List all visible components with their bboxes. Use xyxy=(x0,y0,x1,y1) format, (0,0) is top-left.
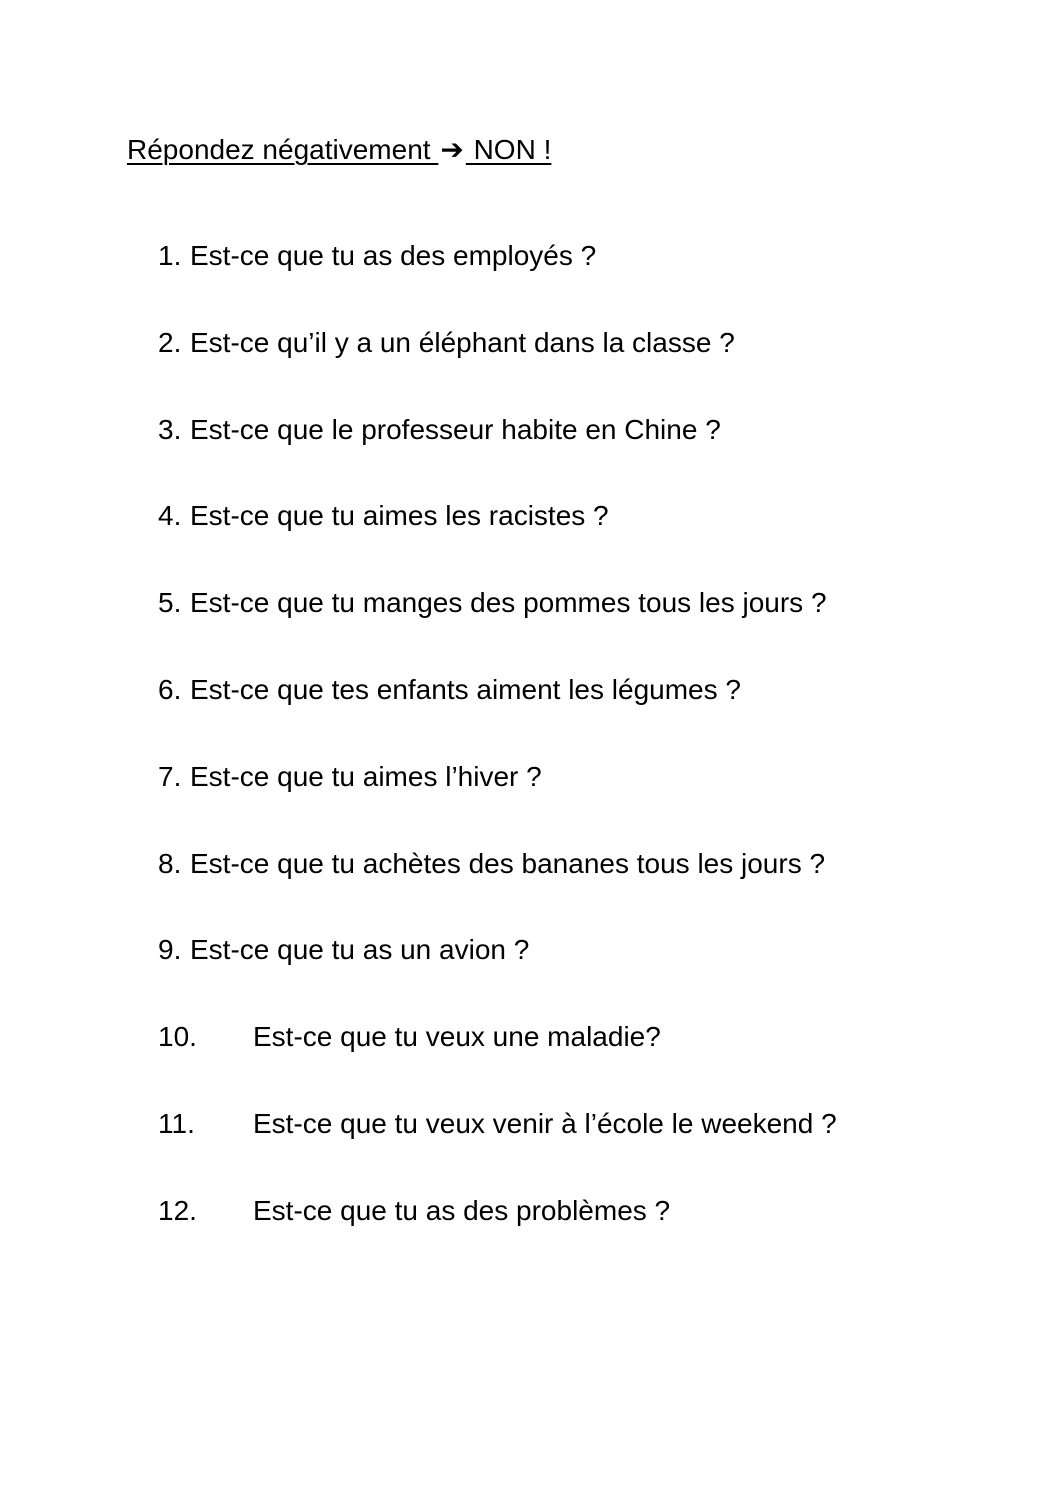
list-item xyxy=(158,323,837,410)
list-item xyxy=(158,496,837,583)
question-number: 8. xyxy=(158,847,182,879)
question-text: Est-ce que le professeur habite en Chine ? xyxy=(190,413,721,445)
question-text: Est-ce que tu veux une maladie? xyxy=(253,1021,661,1053)
question-text: Est-ce que tu aimes les racistes ? xyxy=(190,500,609,532)
question-number: 7. xyxy=(158,760,182,792)
question-text: Est-ce que tu achètes des bananes tous les jours ? xyxy=(190,847,826,879)
question-number: 11. xyxy=(158,1107,195,1139)
heading-answer: NON ! xyxy=(473,134,552,165)
question-text: Est-ce que tu as des employés ? xyxy=(190,240,597,271)
worksheet-heading xyxy=(127,130,551,170)
question-text: Est-ce que tu veux venir à l’école le weekend ? xyxy=(253,1107,837,1139)
list-item xyxy=(158,410,837,497)
question-number: 9. xyxy=(158,934,182,966)
question-text: Est-ce que tu as un avion ? xyxy=(190,934,530,966)
list-item xyxy=(158,1104,837,1191)
question-list xyxy=(158,236,837,1278)
list-item xyxy=(158,757,837,844)
question-text: Est-ce que tes enfants aiment les légumes ? xyxy=(190,673,741,705)
list-item xyxy=(158,236,837,323)
list-item xyxy=(158,670,837,757)
question-number: 4. xyxy=(158,500,182,532)
arrow-right-icon: ➔ xyxy=(440,134,464,165)
question-number: 10. xyxy=(158,1021,197,1053)
list-item xyxy=(158,844,837,931)
list-item xyxy=(158,583,837,670)
question-number: 5. xyxy=(158,587,182,619)
list-item xyxy=(158,930,837,1017)
question-text: Est-ce que tu as des problèmes ? xyxy=(253,1194,671,1226)
question-number: 6. xyxy=(158,673,182,705)
question-number: 3. xyxy=(158,413,182,445)
heading-instruction: Répondez négativement xyxy=(127,134,431,165)
question-number: 1. xyxy=(158,240,182,271)
list-item xyxy=(158,1017,837,1104)
question-text: Est-ce qu’il y a un éléphant dans la classe ? xyxy=(190,326,735,358)
question-number: 2. xyxy=(158,326,182,358)
question-text: Est-ce que tu aimes l’hiver ? xyxy=(190,760,542,792)
question-text: Est-ce que tu manges des pommes tous les jours ? xyxy=(190,587,827,619)
list-item xyxy=(158,1191,837,1278)
question-number: 12. xyxy=(158,1194,197,1226)
